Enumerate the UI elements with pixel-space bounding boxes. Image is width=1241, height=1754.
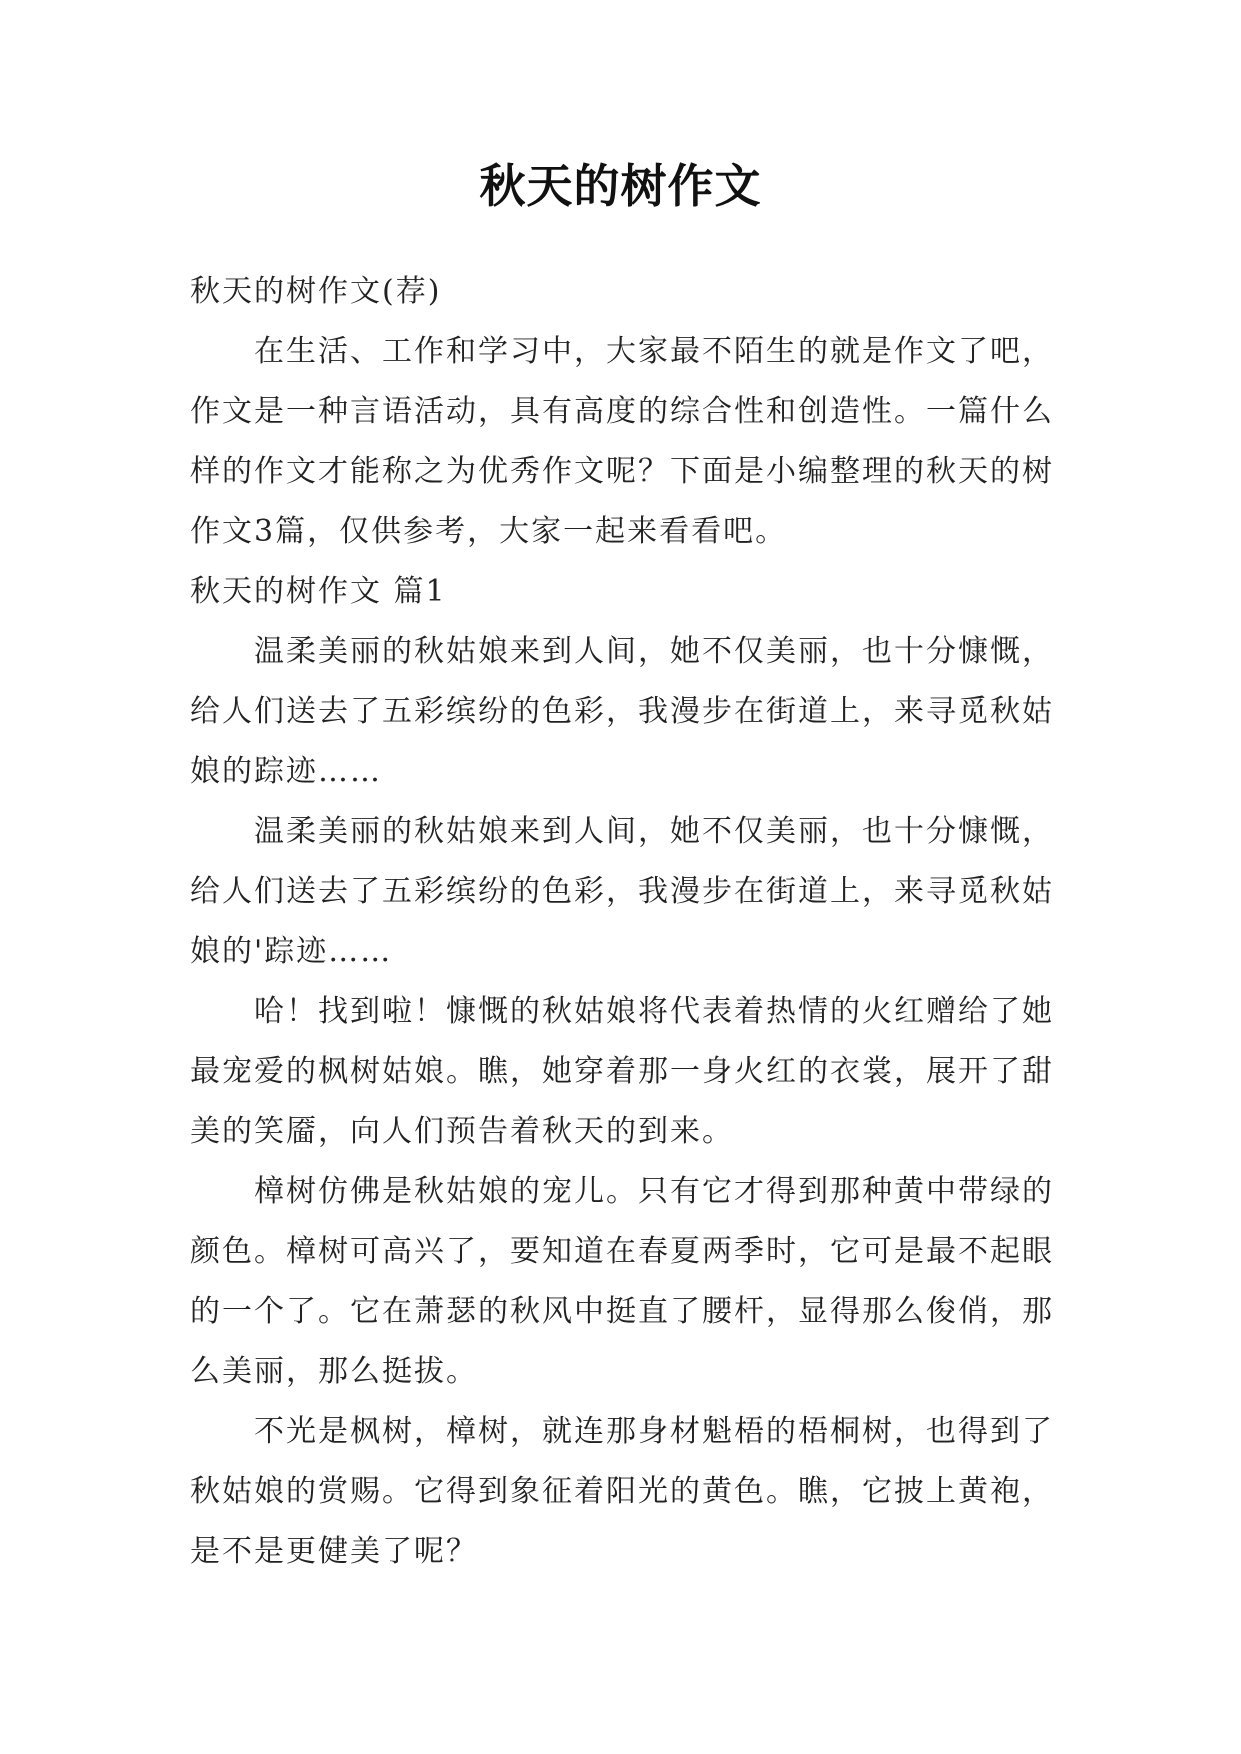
body-paragraph: 温柔美丽的秋姑娘来到人间，她不仅美丽，也十分慷慨，给人们送去了五彩缤纷的色彩，我漫步在街道上，来寻觅秋姑娘的踪迹…… — [190, 634, 1054, 789]
body-paragraph: 樟树仿佛是秋姑娘的宠儿。只有它才得到那种黄中带绿的颜色。樟树可高兴了，要知道在春夏两季时，它可是最不起眼的一个了。它在萧瑟的秋风中挺直了腰杆，显得那么俊俏，那么美丽，那么挺拔。 — [190, 1174, 1054, 1389]
intro-paragraph: 在生活、工作和学习中，大家最不陌生的就是作文了吧，作文是一种言语活动，具有高度的综合性和创造性。一篇什么样的作文才能称之为优秀作文呢？下面是小编整理的秋天的树作文3篇，仅供参考，大家一起来看看吧。 — [190, 334, 1054, 549]
subtitle-line: 秋天的树作文(荐) — [190, 274, 442, 309]
document-body — [190, 262, 1060, 1582]
body-paragraph: 哈！找到啦！慷慨的秋姑娘将代表着热情的火红赠给了她最宠爱的枫树姑娘。瞧，她穿着那一身火红的衣裳，展开了甜美的笑靥，向人们预告着秋天的到来。 — [190, 994, 1054, 1149]
body-paragraph: 不光是枫树，樟树，就连那身材魁梧的梧桐树，也得到了秋姑娘的赏赐。它得到象征着阳光的黄色。瞧，它披上黄袍，是不是更健美了呢？ — [190, 1414, 1054, 1569]
document-title: 秋天的树作文 — [479, 159, 762, 213]
body-paragraph: 温柔美丽的秋姑娘来到人间，她不仅美丽，也十分慷慨，给人们送去了五彩缤纷的色彩，我漫步在街道上，来寻觅秋姑娘的'踪迹…… — [190, 814, 1054, 969]
section-heading: 秋天的树作文 篇1 — [190, 574, 447, 609]
